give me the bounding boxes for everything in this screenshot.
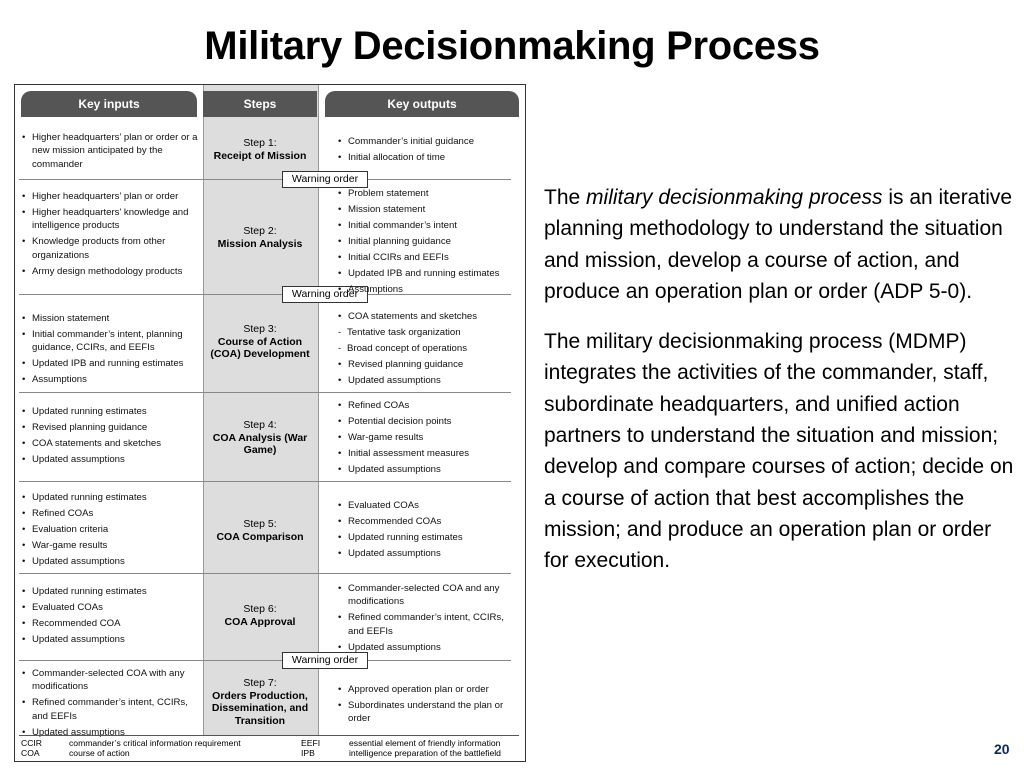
warning-order-box: Warning order xyxy=(282,286,368,303)
output-item: • Mission statement xyxy=(337,203,521,216)
step-3 xyxy=(203,323,317,361)
description-rest: is an iterative planning methodology to understand the situation and mission, develop a course of action, and produce an operation plan or order (ADP 5-0). xyxy=(544,186,1013,303)
inputs-step-2 xyxy=(21,190,199,281)
input-item: • Higher headquarters’ plan or order or a new mission anticipated by the commander xyxy=(21,131,199,171)
output-item: • Initial assessment measures xyxy=(337,447,521,460)
step-number: Step 1: xyxy=(243,137,277,149)
input-item: • Mission statement xyxy=(21,312,199,325)
outputs-step-2 xyxy=(337,187,521,299)
legend-abbr: COA xyxy=(21,748,40,758)
inputs-step-3 xyxy=(21,312,199,389)
step-name: Orders Production, Dissemination, and Transition xyxy=(211,689,309,727)
output-item: • Evaluated COAs xyxy=(337,499,521,512)
output-item: • Refined commander’s intent, CCIRs, and EEFIs xyxy=(337,611,521,638)
step-name: COA Comparison xyxy=(216,530,304,543)
header-key-inputs: Key inputs xyxy=(21,91,197,117)
step-2 xyxy=(203,225,317,250)
description-term: military decisionmaking process xyxy=(586,186,883,209)
row-separator xyxy=(19,392,511,393)
warning-order-box: Warning order xyxy=(282,652,368,669)
inputs-step-4 xyxy=(21,405,199,469)
output-item: • Initial allocation of time xyxy=(337,151,521,164)
step-number: Step 5: xyxy=(243,518,277,530)
input-item: • Evaluated COAs xyxy=(21,601,199,614)
output-item: • Approved operation plan or order xyxy=(337,683,521,696)
output-item: • Initial CCIRs and EEFIs xyxy=(337,251,521,264)
input-item: • COA statements and sketches xyxy=(21,437,199,450)
step-name: Mission Analysis xyxy=(217,237,303,250)
outputs-step-3 xyxy=(337,310,521,390)
input-item: • Refined commander’s intent, CCIRs, and EEFIs xyxy=(21,696,199,723)
output-item: • Initial planning guidance xyxy=(337,235,521,248)
input-item: • Assumptions xyxy=(21,373,199,386)
input-item: • Updated running estimates xyxy=(21,491,199,504)
input-item: • Updated assumptions xyxy=(21,453,199,466)
output-item: • Updated assumptions xyxy=(337,641,521,654)
output-item: • Commander’s initial guidance xyxy=(337,135,521,148)
output-subitem: - Broad concept of operations xyxy=(337,342,521,355)
input-item: • Knowledge products from other organizations xyxy=(21,235,199,262)
description-paragraph-2: The military decisionmaking process (MDMP) integrates the activities of the commander, staff, subordinate headquarters, and unified action partners to understand the situation and mission; develop and compare courses of action; decide on a course of action that best accomplishes the mission; and produce an operation plan or order for execution. xyxy=(544,330,1014,573)
output-item: • Subordinates understand the plan or order xyxy=(337,699,521,726)
step-number: Step 4: xyxy=(243,419,277,431)
legend-abbr: CCIR xyxy=(21,738,43,748)
row-separator xyxy=(19,179,511,180)
description-text xyxy=(544,182,1014,596)
input-item: • Initial commander’s intent, planning guidance, CCIRs, and EEFIs xyxy=(21,328,199,355)
legend-meaning: intelligence preparation of the battlefield xyxy=(349,748,501,758)
outputs-step-4 xyxy=(337,399,521,479)
description-paragraph-1 xyxy=(544,182,1014,307)
input-item: • Updated assumptions xyxy=(21,633,199,646)
inputs-step-1 xyxy=(21,131,199,174)
step-7 xyxy=(203,677,317,727)
input-item: • War-game results xyxy=(21,539,199,552)
step-5 xyxy=(203,518,317,543)
description-lead: The xyxy=(544,186,587,209)
output-item: • Assumptions xyxy=(337,283,521,296)
step-number: Step 3: xyxy=(243,323,277,335)
output-item: • Updated assumptions xyxy=(337,463,521,476)
step-number: Step 7: xyxy=(243,677,277,689)
input-item: • Updated assumptions xyxy=(21,726,199,739)
legend-meaning: course of action xyxy=(69,748,130,758)
row-separator xyxy=(19,481,511,482)
input-item: • Updated IPB and running estimates xyxy=(21,357,199,370)
input-item: • Recommended COA xyxy=(21,617,199,630)
output-item: • Updated assumptions xyxy=(337,374,521,387)
output-item: • Revised planning guidance xyxy=(337,358,521,371)
output-item: • Updated running estimates xyxy=(337,531,521,544)
inputs-step-6 xyxy=(21,585,199,649)
inputs-step-5 xyxy=(21,491,199,571)
input-item: • Evaluation criteria xyxy=(21,523,199,536)
outputs-step-7 xyxy=(337,683,521,728)
input-item: • Updated running estimates xyxy=(21,585,199,598)
step-6 xyxy=(203,603,317,628)
output-item: • Updated IPB and running estimates xyxy=(337,267,521,280)
output-item: • War-game results xyxy=(337,431,521,444)
output-item: • Recommended COAs xyxy=(337,515,521,528)
input-item: • Higher headquarters’ plan or order xyxy=(21,190,199,203)
inputs-step-7 xyxy=(21,667,199,742)
output-item: • Commander-selected COA and any modifications xyxy=(337,582,521,609)
abbreviation-legend xyxy=(19,735,519,760)
step-1 xyxy=(203,137,317,162)
output-subitem: - Tentative task organization xyxy=(337,326,521,339)
output-item: • Initial commander’s intent xyxy=(337,219,521,232)
step-name: Receipt of Mission xyxy=(213,149,307,162)
step-name: Course of Action (COA) Development xyxy=(210,335,310,361)
input-item: • Refined COAs xyxy=(21,507,199,520)
legend-meaning: essential element of friendly information xyxy=(349,738,501,748)
step-number: Step 6: xyxy=(243,603,277,615)
input-item: • Revised planning guidance xyxy=(21,421,199,434)
legend-abbr: EEFI xyxy=(301,738,321,748)
input-item: • Updated assumptions xyxy=(21,555,199,568)
outputs-step-5 xyxy=(337,499,521,563)
page-number: 20 xyxy=(994,741,1010,757)
warning-order-box: Warning order xyxy=(282,171,368,188)
mdmp-diagram xyxy=(14,84,526,762)
row-separator xyxy=(19,573,511,574)
step-4 xyxy=(203,419,317,457)
legend-meaning: commander’s critical information requirement xyxy=(69,738,241,748)
output-item: • COA statements and sketches xyxy=(337,310,521,323)
step-number: Step 2: xyxy=(243,225,277,237)
output-item: • Refined COAs xyxy=(337,399,521,412)
slide-title: Military Decisionmaking Process xyxy=(204,24,820,68)
input-item: • Updated running estimates xyxy=(21,405,199,418)
output-item: • Updated assumptions xyxy=(337,547,521,560)
input-item: • Army design methodology products xyxy=(21,265,199,278)
step-name: COA Analysis (War Game) xyxy=(212,431,308,457)
outputs-step-1 xyxy=(337,135,521,167)
output-item: • Problem statement xyxy=(337,187,521,200)
step-name: COA Approval xyxy=(224,615,296,628)
header-steps: Steps xyxy=(203,91,317,117)
legend-abbr: IPB xyxy=(301,748,315,758)
output-item: • Potential decision points xyxy=(337,415,521,428)
outputs-step-6 xyxy=(337,582,521,657)
input-item: • Commander-selected COA with any modifications xyxy=(21,667,199,694)
input-item: • Higher headquarters’ knowledge and intelligence products xyxy=(21,206,199,233)
row-separator xyxy=(19,660,511,661)
header-key-outputs: Key outputs xyxy=(325,91,519,117)
